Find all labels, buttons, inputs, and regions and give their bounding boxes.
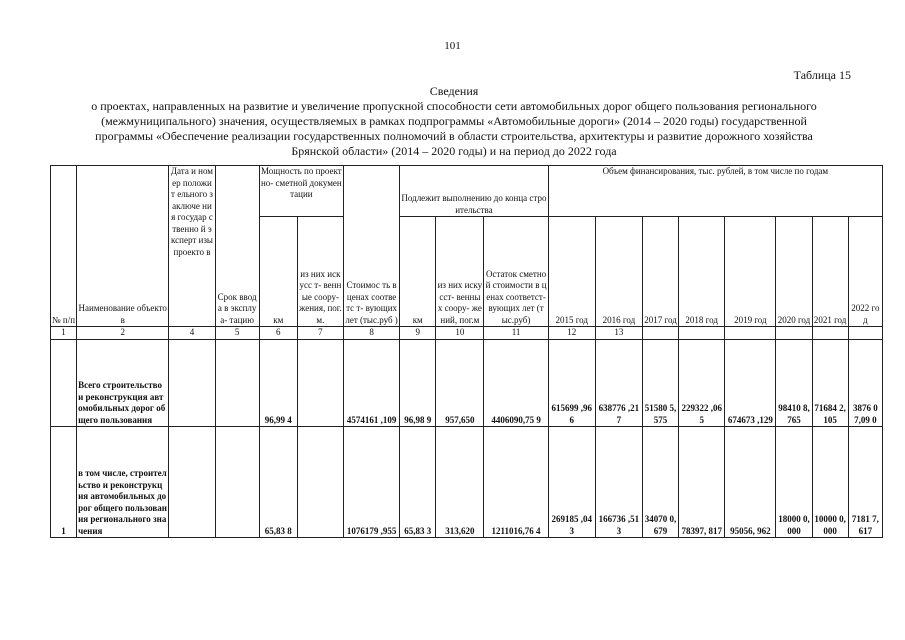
column-number [812, 327, 848, 340]
header-rem-artificial: из них искусст- венных соору- жений, пог.м [436, 217, 484, 327]
cell-year: 71684 2,105 [812, 340, 848, 427]
cell-km: 65,83 8 [259, 427, 297, 538]
column-number: 13 [595, 327, 642, 340]
column-number: 6 [259, 327, 297, 340]
header-km: км [259, 217, 297, 327]
cell-rem-km: 65,83 3 [400, 427, 436, 538]
cell-year: 166736 ,513 [595, 427, 642, 538]
cell-artificial [297, 340, 343, 427]
column-number [776, 327, 812, 340]
column-number: 4 [169, 327, 215, 340]
cell-rem-artificial: 957,650 [436, 340, 484, 427]
cell-year: 674673 ,129 [725, 340, 776, 427]
column-number [679, 327, 725, 340]
column-number: 7 [297, 327, 343, 340]
column-number: 2 [77, 327, 169, 340]
column-number: 9 [400, 327, 436, 340]
cell-num [51, 340, 77, 427]
cell-year: 3876 07,09 0 [848, 340, 882, 427]
header-year: 2022 год [848, 217, 882, 327]
table-label: Таблица 15 [793, 68, 851, 82]
header-financing-group: Объем финансирования, тыс. рублей, в том числе по годам [548, 166, 882, 217]
header-cost: Стоимос ть в ценах соответс т- вующих лет (тыс.руб ) [343, 166, 399, 327]
cell-year: 10000 0,000 [812, 427, 848, 538]
column-number: 11 [484, 327, 548, 340]
cell-name: в том числе, строительство и реконструкция автомобильных дорог общего пользования регионального значения [77, 427, 169, 538]
header-year: 2019 год [725, 217, 776, 327]
cell-term [215, 340, 259, 427]
header-remaining-group: Подлежит выполнению до конца строительства [400, 166, 549, 217]
table-row [51, 340, 883, 427]
cell-term [215, 427, 259, 538]
cell-year: 269185 ,043 [548, 427, 595, 538]
cell-expertise [169, 427, 215, 538]
cell-cost: 4574161 ,109 [343, 340, 399, 427]
column-number: 1 [51, 327, 77, 340]
title-line: (межмуниципального) значения, осуществляемых в рамках подпрограммы «Автомобильные дороги» (2014 – 2020 годы) государственной [101, 114, 807, 128]
cell-rem-cost: 1211016,76 4 [484, 427, 548, 538]
cell-year: 51580 5,575 [642, 340, 678, 427]
cell-name: Всего строительство и реконструкция автомобильных дорог общего пользования [77, 340, 169, 427]
header-year: 2015 год [548, 217, 595, 327]
header-remaining-cost: Остаток сметной стоимости в ценах соответст- вующих лет (тыс.руб) [484, 217, 548, 327]
column-number: 5 [215, 327, 259, 340]
cell-year: 615699 ,966 [548, 340, 595, 427]
header-artificial: из них искусс т- венные соору- жения, пог.м. [297, 217, 343, 327]
cell-artificial [297, 427, 343, 538]
cell-km: 96,99 4 [259, 340, 297, 427]
cell-rem-cost: 4406090,75 9 [484, 340, 548, 427]
projects-table [50, 165, 883, 538]
header-year: 2017 год [642, 217, 678, 327]
header-num: № п/п [51, 166, 77, 327]
header-name: Наименование объектов [77, 166, 169, 327]
cell-year: 95056, 962 [725, 427, 776, 538]
header-expertise: Дата и номер положит ельного заключе ния государ ственно й эксперт изы проекто в [169, 166, 215, 327]
cell-year: 7181 7,617 [848, 427, 882, 538]
table-row [51, 427, 883, 538]
header-term: Срок ввода в эксплу а- тацию [215, 166, 259, 327]
document-title [60, 84, 848, 159]
cell-year: 18000 0,000 [776, 427, 812, 538]
cell-cost: 1076179 ,955 [343, 427, 399, 538]
title-line: Брянской области» (2014 – 2020 годы) и на период до 2022 года [291, 144, 617, 158]
column-number [848, 327, 882, 340]
column-number: 10 [436, 327, 484, 340]
cell-num: 1 [51, 427, 77, 538]
header-year: 2018 год [679, 217, 725, 327]
header-year: 2020 год [776, 217, 812, 327]
cell-year: 98410 8,765 [776, 340, 812, 427]
cell-rem-artificial: 313,620 [436, 427, 484, 538]
header-rem-km: км [400, 217, 436, 327]
column-number [725, 327, 776, 340]
cell-year: 34070 0,679 [642, 427, 678, 538]
cell-expertise [169, 340, 215, 427]
title-line: Сведения [429, 84, 479, 98]
column-number: 12 [548, 327, 595, 340]
title-line: о проектах, направленных на развитие и увеличение пропускной способности сети автомобильных дорог общего пользования регионального [91, 99, 817, 113]
cell-year: 638776 ,217 [595, 340, 642, 427]
page-number: 101 [444, 40, 461, 52]
title-line: программы «Обеспечение реализации государственных полномочий в области строительства, архитектуры и развитие дорожного хозяйства [95, 129, 813, 143]
header-capacity-group: Мощность по проектно- сметной документации [259, 166, 343, 217]
cell-year: 78397, 817 [679, 427, 725, 538]
header-year: 2021 год [812, 217, 848, 327]
column-number: 8 [343, 327, 399, 340]
cell-year: 229322 ,065 [679, 340, 725, 427]
cell-rem-km: 96,98 9 [400, 340, 436, 427]
header-year: 2016 год [595, 217, 642, 327]
column-number [642, 327, 678, 340]
